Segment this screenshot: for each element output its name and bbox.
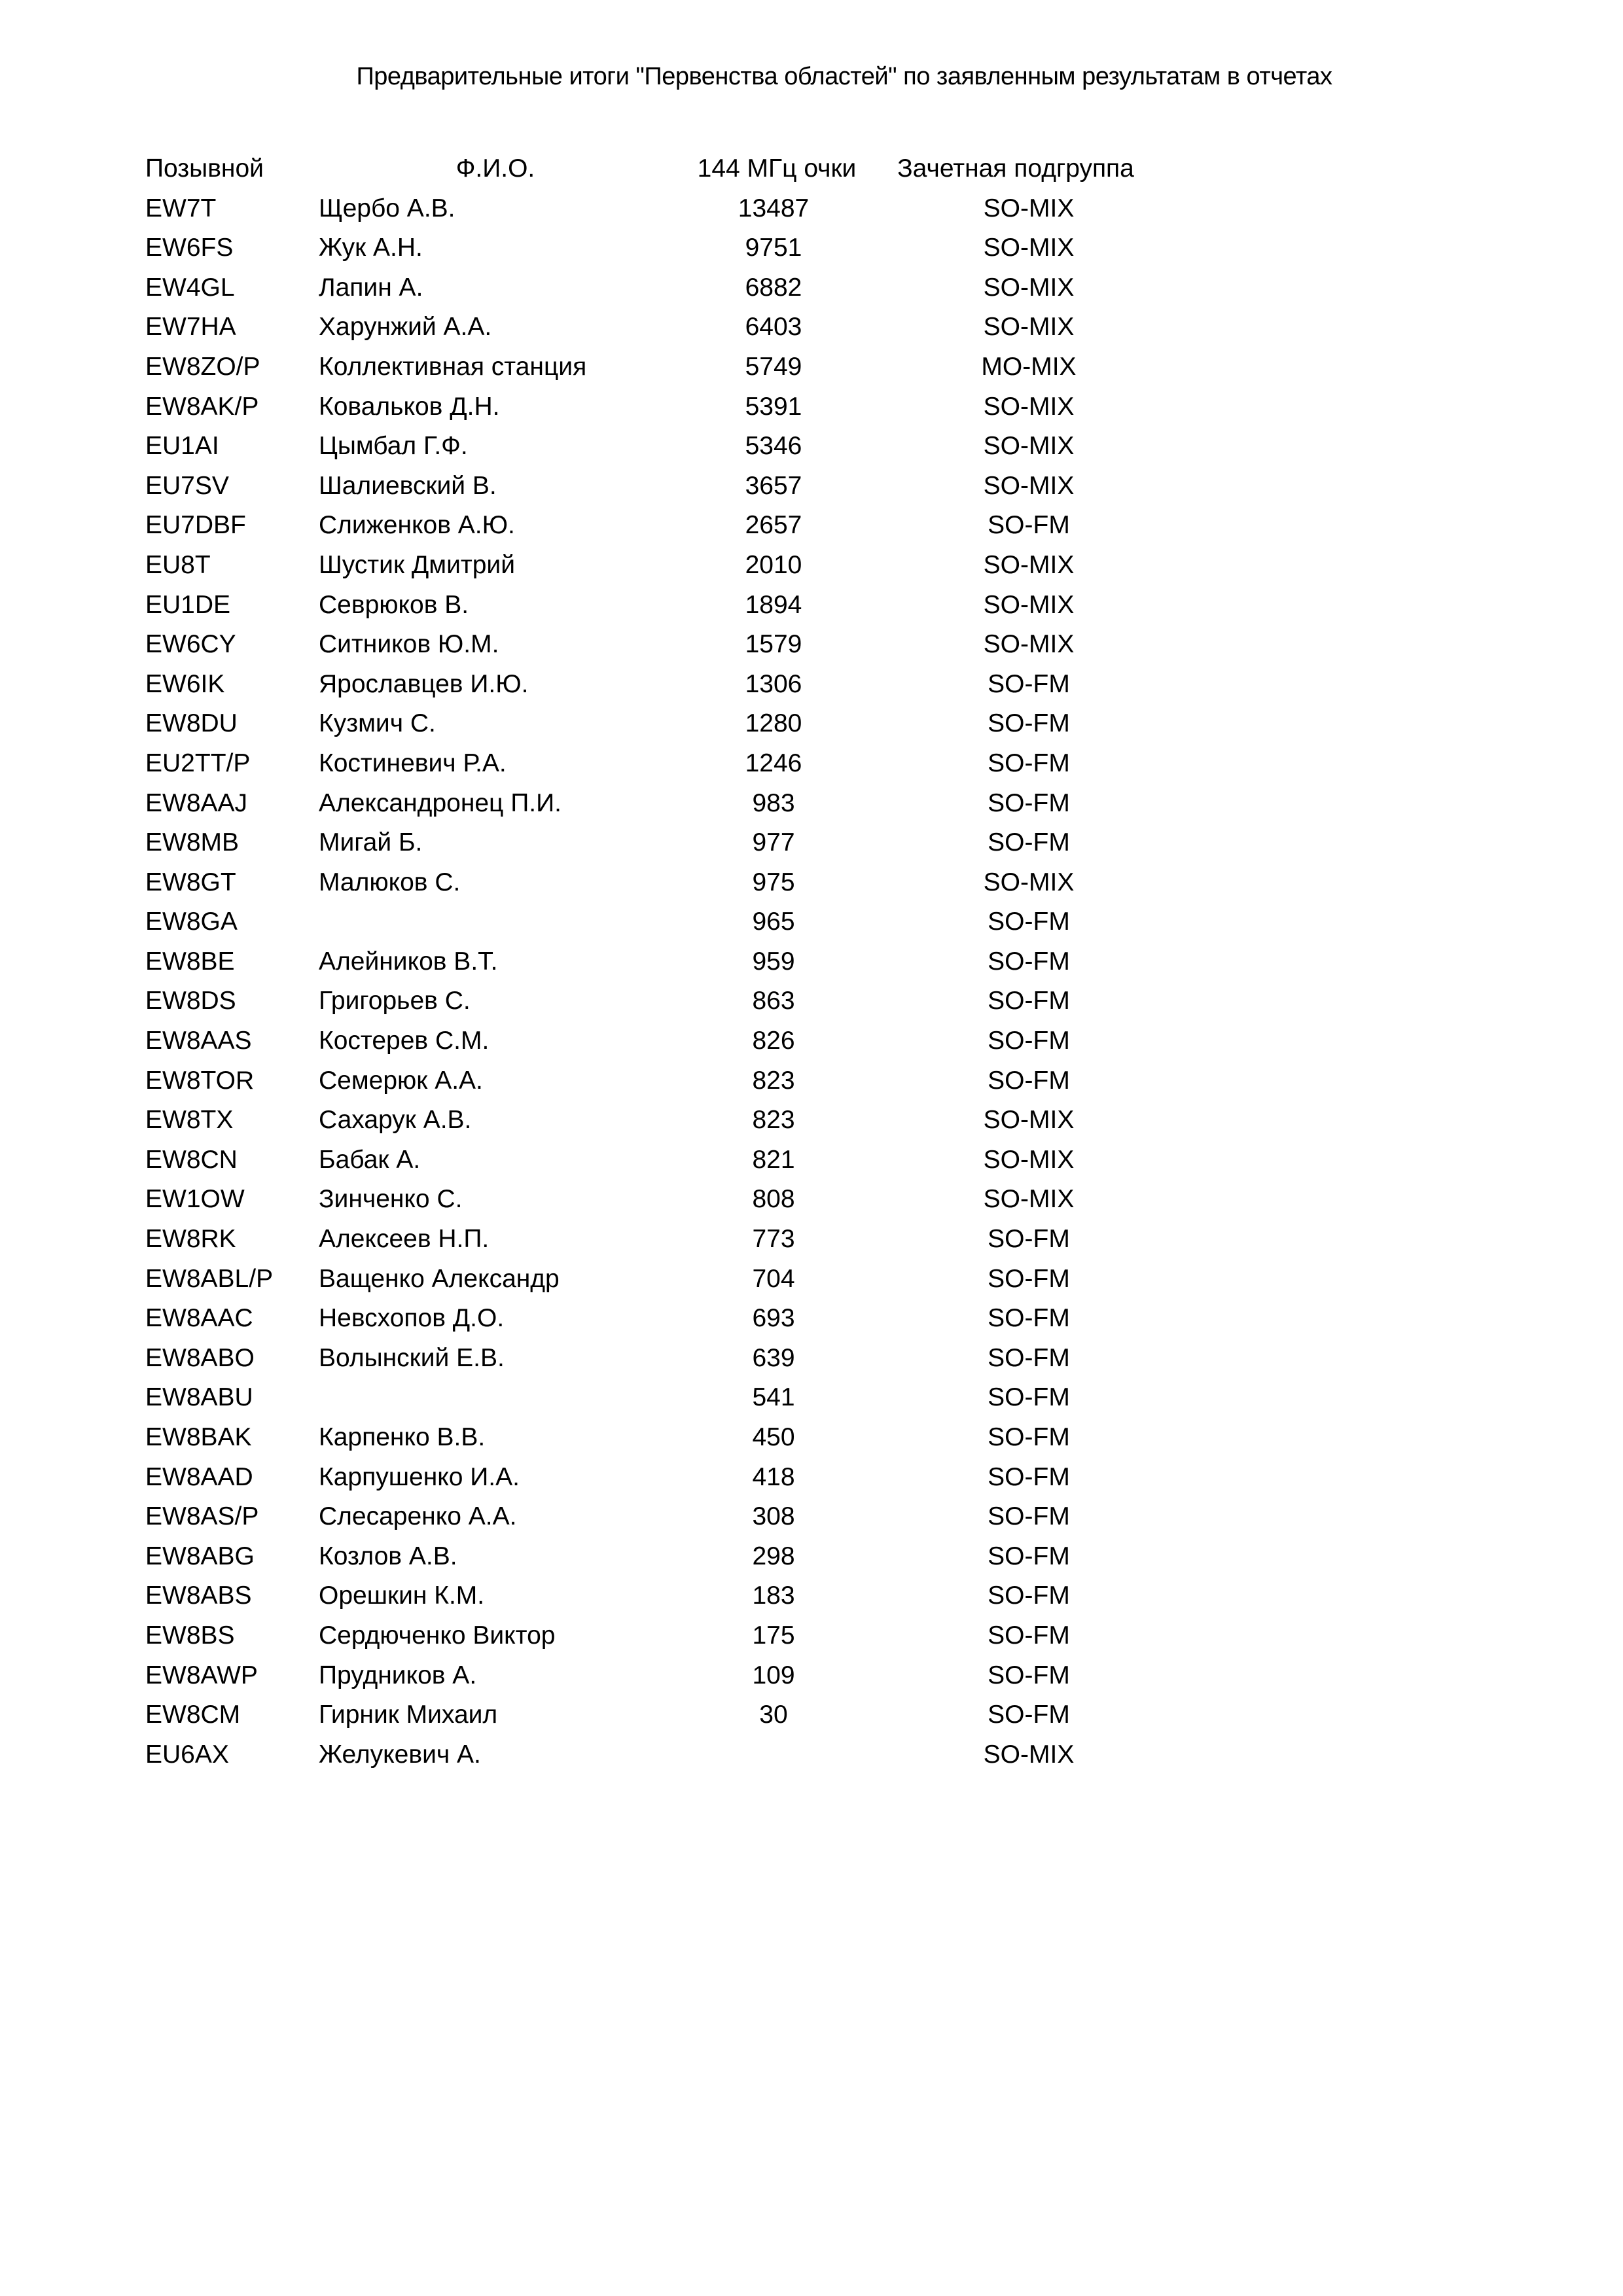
name-cell: Зинченко С.: [319, 1185, 463, 1214]
name-cell: Карпушенко И.А.: [319, 1462, 520, 1491]
name-cell: Слесаренко А.А.: [319, 1502, 517, 1531]
group-cell: SO-MIX: [983, 630, 1075, 659]
name-cell: Григорьев С.: [319, 987, 471, 1016]
name-cell: Орешкин К.М.: [319, 1581, 485, 1610]
points-cell: 5749: [745, 352, 802, 381]
name-cell: Ковальков Д.Н.: [319, 392, 500, 421]
callsign-cell: EW8DS: [145, 987, 236, 1016]
name-cell: Козлов А.В.: [319, 1542, 457, 1570]
points-cell: 1246: [745, 749, 802, 777]
callsign-cell: EW8GT: [145, 868, 236, 896]
group-cell: SO-MIX: [983, 194, 1075, 222]
name-cell: Алексеев Н.П.: [319, 1225, 490, 1254]
callsign-cell: EW8AK/P: [145, 392, 259, 421]
points-cell: 959: [752, 947, 795, 976]
name-cell: Ярославцев И.Ю.: [319, 669, 529, 698]
points-cell: 808: [752, 1185, 795, 1214]
name-cell: Ситников Ю.М.: [319, 630, 499, 659]
name-cell: Александронец П.И.: [319, 788, 562, 817]
group-cell: SO-FM: [988, 987, 1070, 1016]
callsign-cell: EU8T: [145, 550, 211, 579]
points-cell: 983: [752, 788, 795, 817]
points-cell: 773: [752, 1225, 795, 1254]
points-cell: 9751: [745, 234, 802, 262]
name-cell: Волынский Е.В.: [319, 1343, 505, 1372]
name-cell: Гирник Михаил: [319, 1701, 498, 1729]
group-cell: SO-MIX: [983, 1145, 1075, 1174]
document-title: Предварительные итоги "Первенства областей" по заявленным результатам в отчетах: [356, 63, 1332, 90]
header-group: Зачетная подгруппа: [897, 154, 1134, 183]
group-cell: SO-FM: [988, 1264, 1070, 1293]
group-cell: SO-FM: [988, 1621, 1070, 1650]
group-cell: SO-FM: [988, 749, 1070, 777]
callsign-cell: EU7SV: [145, 471, 229, 500]
callsign-cell: EW8AWP: [145, 1661, 258, 1689]
points-cell: 6882: [745, 273, 802, 302]
name-cell: Харунжий А.А.: [319, 313, 492, 342]
points-cell: 1280: [745, 709, 802, 738]
points-cell: 823: [752, 1066, 795, 1095]
callsign-cell: EW8AAD: [145, 1462, 253, 1491]
group-cell: SO-MIX: [983, 590, 1075, 619]
group-cell: SO-FM: [988, 1225, 1070, 1254]
group-cell: SO-MIX: [983, 1106, 1075, 1135]
callsign-cell: EW7HA: [145, 313, 236, 342]
group-cell: SO-FM: [988, 788, 1070, 817]
group-cell: SO-MIX: [983, 234, 1075, 262]
callsign-cell: EW4GL: [145, 273, 235, 302]
name-cell: Щербо А.В.: [319, 194, 455, 222]
group-cell: SO-FM: [988, 1502, 1070, 1531]
callsign-cell: EW8TOR: [145, 1066, 255, 1095]
name-cell: Кузмич С.: [319, 709, 436, 738]
callsign-cell: EW8DU: [145, 709, 238, 738]
name-cell: Жук А.Н.: [319, 234, 423, 262]
callsign-cell: EW8ABG: [145, 1542, 255, 1570]
group-cell: SO-FM: [988, 1462, 1070, 1491]
group-cell: SO-MIX: [983, 313, 1075, 342]
name-cell: Бабак А.: [319, 1145, 421, 1174]
callsign-cell: EU7DBF: [145, 511, 246, 540]
header-callsign: Позывной: [145, 154, 264, 183]
group-cell: MO-MIX: [981, 352, 1077, 381]
group-cell: SO-MIX: [983, 1185, 1075, 1214]
callsign-cell: EW8MB: [145, 828, 240, 857]
header-points: 144 МГц очки: [697, 154, 857, 183]
name-cell: Лапин А.: [319, 273, 423, 302]
callsign-cell: EW8GA: [145, 908, 238, 936]
name-cell: Мигай Б.: [319, 828, 423, 857]
callsign-cell: EW8BAK: [145, 1423, 252, 1451]
callsign-cell: EU6AX: [145, 1740, 229, 1769]
points-cell: 450: [752, 1423, 795, 1451]
group-cell: SO-MIX: [983, 550, 1075, 579]
callsign-cell: EU1DE: [145, 590, 231, 619]
name-cell: Сердюченко Виктор: [319, 1621, 556, 1650]
name-cell: Малюков С.: [319, 868, 461, 896]
points-cell: 418: [752, 1462, 795, 1491]
name-cell: Коллективная станция: [319, 352, 587, 381]
points-cell: 30: [759, 1701, 788, 1729]
group-cell: SO-FM: [988, 1066, 1070, 1095]
header-name: Ф.И.О.: [455, 154, 535, 183]
name-cell: Слиженков А.Ю.: [319, 511, 515, 540]
callsign-cell: EW7T: [145, 194, 217, 222]
points-cell: 639: [752, 1343, 795, 1372]
callsign-cell: EW8ZO/P: [145, 352, 260, 381]
callsign-cell: EW8CM: [145, 1701, 241, 1729]
points-cell: 175: [752, 1621, 795, 1650]
group-cell: SO-MIX: [983, 273, 1075, 302]
group-cell: SO-FM: [988, 1423, 1070, 1451]
group-cell: SO-MIX: [983, 471, 1075, 500]
points-cell: 693: [752, 1304, 795, 1333]
points-cell: 183: [752, 1581, 795, 1610]
callsign-cell: EU2TT/P: [145, 749, 251, 777]
group-cell: SO-FM: [988, 1304, 1070, 1333]
points-cell: 5391: [745, 392, 802, 421]
callsign-cell: EW8AAC: [145, 1304, 253, 1333]
points-cell: 863: [752, 987, 795, 1016]
group-cell: SO-FM: [988, 1542, 1070, 1570]
name-cell: Шустик Дмитрий: [319, 550, 515, 579]
points-cell: 2657: [745, 511, 802, 540]
name-cell: Костерев С.М.: [319, 1027, 490, 1055]
callsign-cell: EW6IK: [145, 669, 225, 698]
points-cell: 2010: [745, 550, 802, 579]
name-cell: Цымбал Г.Ф.: [319, 432, 468, 461]
group-cell: SO-MIX: [983, 392, 1075, 421]
callsign-cell: EW8ABU: [145, 1383, 253, 1412]
callsign-cell: EW8BS: [145, 1621, 235, 1650]
points-cell: 965: [752, 908, 795, 936]
points-cell: 109: [752, 1661, 795, 1689]
callsign-cell: EW8AAS: [145, 1027, 252, 1055]
points-cell: 3657: [745, 471, 802, 500]
points-cell: 821: [752, 1145, 795, 1174]
points-cell: 975: [752, 868, 795, 896]
name-cell: Костиневич Р.А.: [319, 749, 507, 777]
points-cell: 541: [752, 1383, 795, 1412]
callsign-cell: EW8BE: [145, 947, 235, 976]
name-cell: Карпенко В.В.: [319, 1423, 486, 1451]
name-cell: Невсхопов Д.О.: [319, 1304, 505, 1333]
callsign-cell: EW8ABO: [145, 1343, 255, 1372]
points-cell: 298: [752, 1542, 795, 1570]
name-cell: Семерюк А.А.: [319, 1066, 483, 1095]
group-cell: SO-FM: [988, 1581, 1070, 1610]
group-cell: SO-FM: [988, 908, 1070, 936]
points-cell: 1894: [745, 590, 802, 619]
points-cell: 308: [752, 1502, 795, 1531]
points-cell: 826: [752, 1027, 795, 1055]
group-cell: SO-MIX: [983, 432, 1075, 461]
callsign-cell: EW6CY: [145, 630, 236, 659]
name-cell: Алейников В.Т.: [319, 947, 498, 976]
group-cell: SO-FM: [988, 1701, 1070, 1729]
points-cell: 13487: [738, 194, 810, 222]
name-cell: Шалиевский В.: [319, 471, 497, 500]
callsign-cell: EW8TX: [145, 1106, 234, 1135]
name-cell: Сахарук А.В.: [319, 1106, 472, 1135]
callsign-cell: EU1AI: [145, 432, 219, 461]
group-cell: SO-MIX: [983, 868, 1075, 896]
callsign-cell: EW1OW: [145, 1185, 245, 1214]
callsign-cell: EW8RK: [145, 1225, 236, 1254]
points-cell: 1579: [745, 630, 802, 659]
points-cell: 6403: [745, 313, 802, 342]
callsign-cell: EW8ABS: [145, 1581, 252, 1610]
name-cell: Ващенко Александр: [319, 1264, 560, 1293]
group-cell: SO-FM: [988, 1343, 1070, 1372]
group-cell: SO-FM: [988, 1383, 1070, 1412]
points-cell: 823: [752, 1106, 795, 1135]
name-cell: Желукевич А.: [319, 1740, 481, 1769]
callsign-cell: EW6FS: [145, 234, 234, 262]
callsign-cell: EW8AS/P: [145, 1502, 259, 1531]
points-cell: 5346: [745, 432, 802, 461]
callsign-cell: EW8ABL/P: [145, 1264, 274, 1293]
name-cell: Прудников А.: [319, 1661, 477, 1689]
group-cell: SO-MIX: [983, 1740, 1075, 1769]
points-cell: 1306: [745, 669, 802, 698]
callsign-cell: EW8CN: [145, 1145, 238, 1174]
points-cell: 977: [752, 828, 795, 857]
group-cell: SO-FM: [988, 511, 1070, 540]
group-cell: SO-FM: [988, 1027, 1070, 1055]
points-cell: 704: [752, 1264, 795, 1293]
name-cell: Севрюков В.: [319, 590, 469, 619]
group-cell: SO-FM: [988, 1661, 1070, 1689]
callsign-cell: EW8AAJ: [145, 788, 248, 817]
group-cell: SO-FM: [988, 709, 1070, 738]
group-cell: SO-FM: [988, 947, 1070, 976]
group-cell: SO-FM: [988, 669, 1070, 698]
group-cell: SO-FM: [988, 828, 1070, 857]
